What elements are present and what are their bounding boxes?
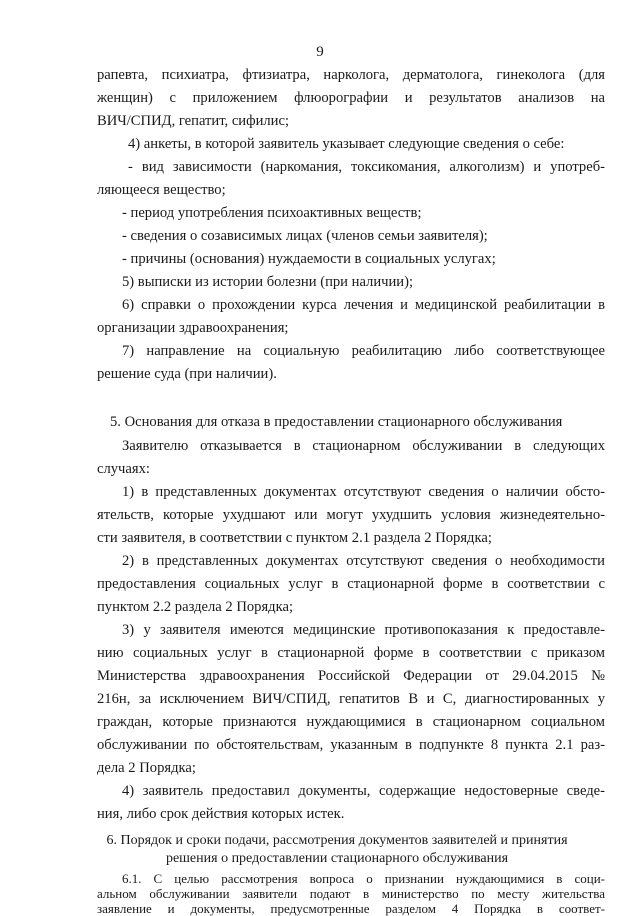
text-line: решение суда (при наличии). — [97, 366, 277, 382]
text-line: 7) направление на социальную реабилитацию либо соответствующее — [122, 343, 605, 359]
text-line: 2) в представленных документах отсутствуют сведения о необходимости — [122, 553, 605, 569]
text-line: 1) в представленных документах отсутствуют сведения о наличии обсто- — [122, 484, 605, 500]
text-line: - вид зависимости (наркомания, токсикомания, алкоголизм) и употреб- — [128, 159, 605, 175]
text-line: Заявителю отказывается в стационарном обслуживании в следующих — [122, 438, 605, 454]
text-line: 6.1. С целью рассмотрения вопроса о признании нуждающимися в соци- — [122, 871, 605, 886]
text-line: ния, либо срок действия которых истек. — [97, 806, 345, 822]
text-line: случаях: — [97, 461, 150, 477]
text-line: 5) выписки из истории болезни (при наличии); — [122, 274, 414, 290]
text-line: организации здравоохранения; — [97, 320, 289, 336]
text-line: ВИЧ/СПИД, гепатит, сифилис; — [97, 113, 289, 129]
text-line: граждан, которые признаются нуждающимися в стационарном социальном — [97, 714, 605, 730]
text-line: 4) заявитель предоставил документы, содержащие недостоверные сведе- — [122, 783, 605, 799]
text-line: 3) у заявителя имеются медицинские противопоказания к предоставле- — [122, 622, 605, 638]
text-line: ятельств, которые ухудшают или могут ухудшить условия жизнедеятельно- — [97, 507, 605, 523]
text-line: нию социальных услуг в стационарной форме в соответствии с приказом — [97, 645, 605, 661]
section-heading: 5. Основания для отказа в предоставлении стационарного обслуживания — [110, 414, 563, 430]
text-line: - период употребления психоактивных веществ; — [122, 205, 422, 221]
page-number: 9 — [316, 44, 324, 60]
text-line: 216н, за исключением ВИЧ/СПИД, гепатитов В и С, диагностированных у — [97, 691, 605, 707]
text-line: - сведения о созависимых лицах (членов семьи заявителя); — [122, 228, 488, 244]
text-line: альном обслуживании заявители подают в министерство по месту жительства — [97, 886, 605, 901]
text-line: 4) анкеты, в которой заявитель указывает следующие сведения о себе: — [128, 136, 565, 152]
section-heading: решения о предоставлении стационарного обслуживания — [165, 851, 509, 866]
text-line: обслуживании по обстоятельствам, указанным в подпункте 8 пункта 2.1 раз- — [97, 737, 605, 753]
text-line: пунктом 2.2 раздела 2 Порядка; — [97, 599, 293, 615]
text-line: дела 2 Порядка; — [97, 760, 196, 776]
text-line: женщин) с приложением флюорографии и результатов анализов на — [97, 90, 605, 106]
text-line: 6) справки о прохождении курса лечения и медицинской реабилитации в — [122, 297, 605, 313]
text-line: - причины (основания) нуждаемости в социальных услугах; — [122, 251, 496, 267]
section-heading: 6. Порядок и сроки подачи, рассмотрения документов заявителей и принятия — [106, 833, 568, 848]
text-line: рапевта, психиатра, фтизиатра, нарколога, дерматолога, гинеколога (для — [97, 67, 605, 83]
text-line: заявление и документы, предусмотренные разделом 4 Порядка в соответ- — [97, 901, 605, 916]
text-line: сти заявителя, в соответствии с пунктом 2.1 раздела 2 Порядка; — [97, 530, 492, 546]
text-line: Министерства здравоохранения Российской Федерации от 29.04.2015 № — [97, 668, 605, 684]
text-line: предоставления социальных услуг в стационарной форме в соответствии с — [97, 576, 605, 592]
text-line: ляющееся вещество; — [97, 182, 226, 198]
